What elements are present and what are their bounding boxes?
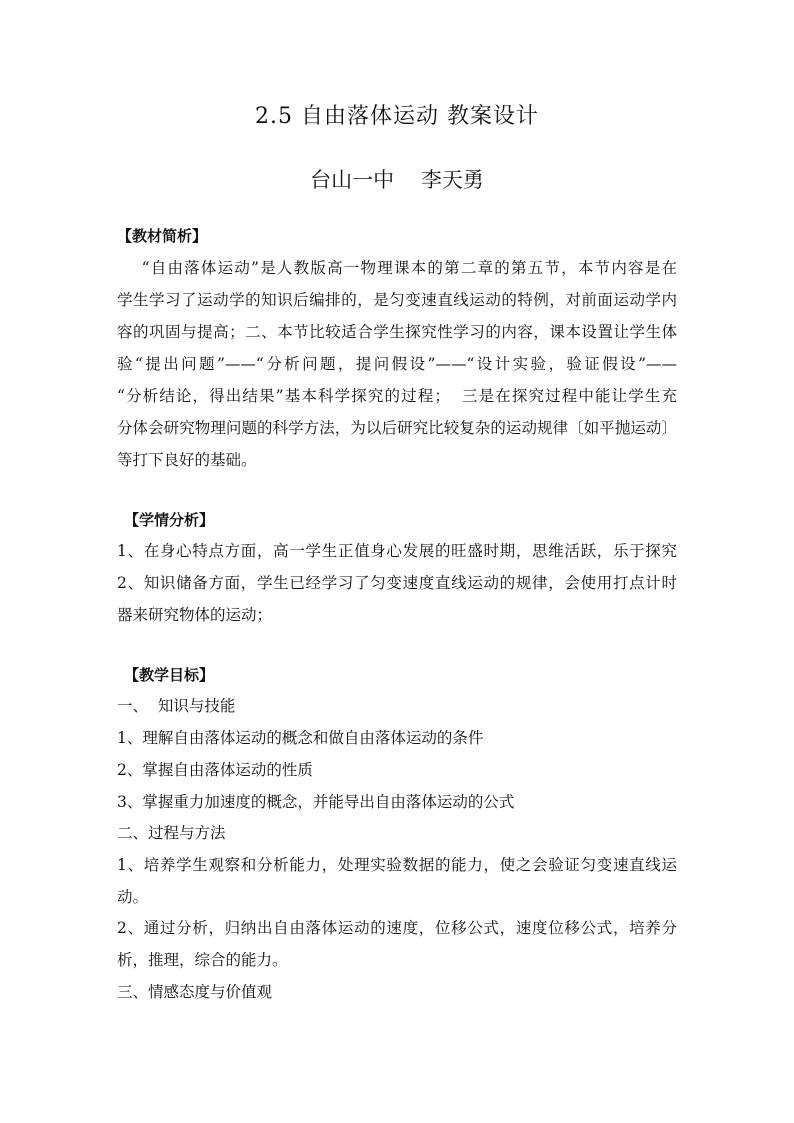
paragraph-line: 2、知识储备方面，学生已经学习了匀变速度直线运动的规律，会使用打点计时 [117, 574, 677, 592]
document-title: 2.5 自由落体运动 教案设计 [255, 104, 539, 129]
paragraph-line: 分体会研究物理问题的科学方法，为以后研究比较复杂的运动规律〔如平抛运动〕 [117, 419, 677, 437]
list-item: 三、情感态度与价值观 [117, 983, 273, 1001]
paragraph-line: 器来研究物体的运动； [117, 606, 273, 624]
paragraph-line: “自由落体运动”是人教版高一物理课本的第二章的第五节，本节内容是在 [117, 259, 677, 277]
list-item: 动。 [117, 888, 149, 906]
paragraph-line: 1、在身心特点方面，高一学生正值身心发展的旺盛时期，思维活跃，乐于探究 [117, 542, 677, 560]
list-item: 1、理解自由落体运动的概念和做自由落体运动的条件 [117, 729, 484, 747]
paragraph-line: 验“提出问题”——“分析问题，提问假设”——“设计实验，验证假设”—— [117, 355, 677, 373]
paragraph-line: 学生学习了运动学的知识后编排的，是匀变速直线运动的特例，对前面运动学内 [117, 291, 677, 309]
section-heading-student-analysis: 【学情分析】 [124, 511, 215, 529]
section-heading-teaching-goals: 【教学目标】 [124, 666, 215, 684]
paragraph-line: 容的巩固与提高；二、本节比较适合学生探究性学习的内容，课本设置让学生体 [117, 323, 677, 341]
list-item: 2、掌握自由落体运动的性质 [117, 761, 313, 779]
document-author: 台山一中 李天勇 [310, 168, 484, 192]
list-item: 2、通过分析，归纳出自由落体运动的速度，位移公式，速度位移公式，培养分 [117, 919, 677, 937]
list-item: 3、掌握重力加速度的概念，并能导出自由落体运动的公式 [117, 793, 515, 811]
list-item: 1、培养学生观察和分析能力，处理实验数据的能力，使之会验证匀变速直线运 [117, 856, 677, 874]
list-item: 一、 知识与技能 [117, 697, 236, 715]
list-item: 析，推理，综合的能力。 [117, 951, 288, 969]
paragraph-line: “分析结论，得出结果”基本科学探究的过程； 三是在探究过程中能让学生充 [117, 387, 677, 405]
paragraph-line: 等打下良好的基础。 [117, 451, 257, 469]
list-item: 二、过程与方法 [117, 824, 226, 842]
section-heading-textbook-analysis: 【教材简析】 [117, 227, 208, 245]
